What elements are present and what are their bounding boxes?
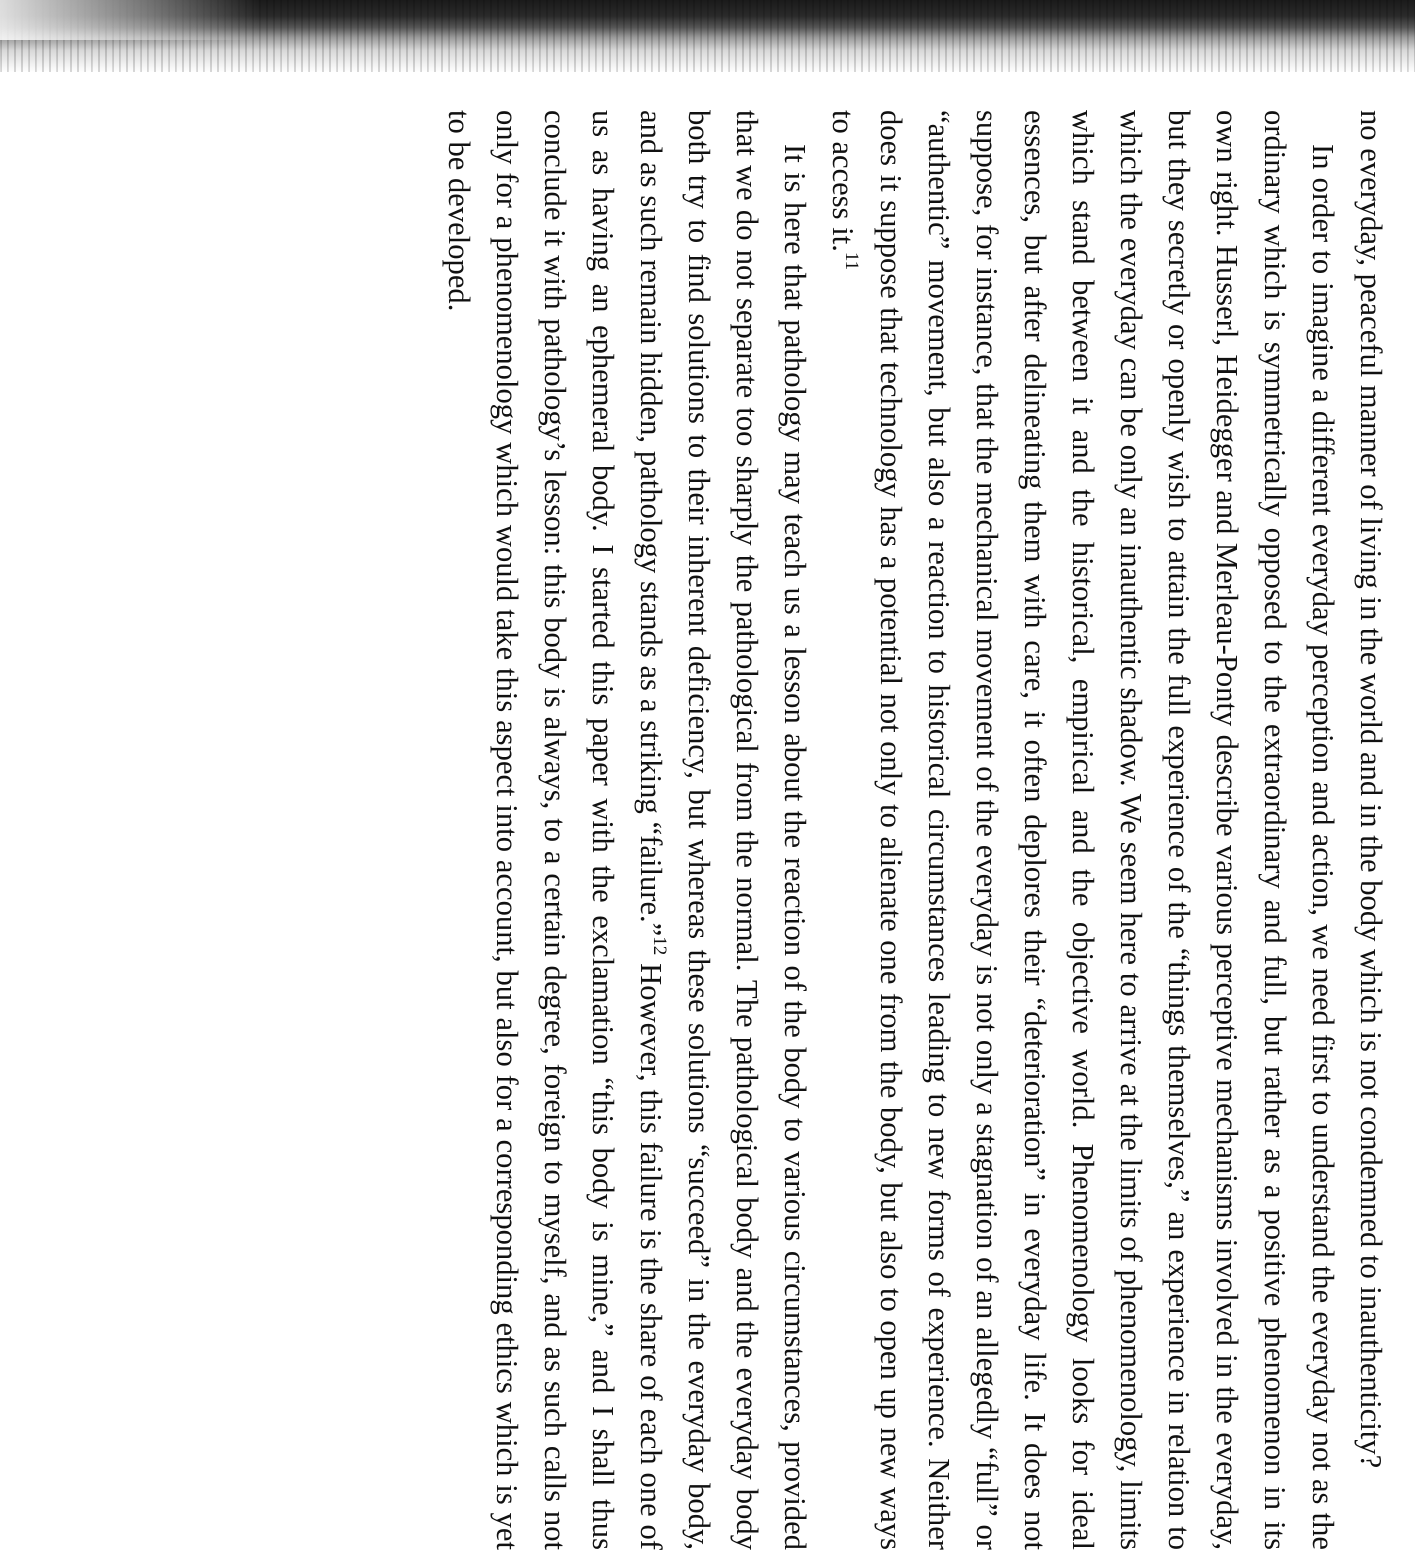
paragraph-text: However, this failure is the share of each one of us as having an ephemeral body. I started this paper with the exclamation “this body is mine,” and I shall thus conclude it with pathology’s lesson: this body is always, to a certain degree, foreign to myself, and as such calls not only for a phenomenology which would take this aspect into account, but also for a corresponding ethics which is yet to be developed. [442, 110, 668, 1550]
paragraph-text: In order to imagine a different everyday perception and action, we need first to understand the everyday not as the ordinary which is symmetrically opposed to the extraordinary and full, but rather as a positive phenomenon in its own right. Husserl, Heidegger and Merleau-Ponty describe various perceptive mechanisms involved in the everyday, but they secretly or openly wish to attain the full experience of the “things themselves,” an experience in relation to which the everyday can be only an inauthentic shadow. We seem here to arrive at the limits of phenomenology, limits which stand between it and the historical, empirical and the objective world. Phenomenology looks for ideal essences, but after delineating them with care, it often deplores their “deterioration” in everyday life. It does not suppose, for instance, that the mechanical movement of the everyday is not only a stagnation of an allegedly “full” or “authentic” movement, but also a reaction to historical circumstances leading to new forms of experience. Neither does it suppose that technology has a potential not only to alienate one from the body, but also to open up new ways to access it. [826, 110, 1340, 1550]
paragraph-1 [1347, 110, 1395, 1550]
body-text [435, 110, 1395, 1550]
rotated-page [0, 110, 1395, 1560]
footnote-marker-11: 11 [841, 251, 862, 271]
paragraph-text: It is here that pathology may teach us a lesson about the reaction of the body to various circumstances, provided that we do not separate too sharply the pathological from the normal. The pathological body and the everyday body both try to find solutions to their inherent deficiency, but whereas these solutions “succeed” in the everyday body, and as such remain hidden, pathology stands as a striking “failure.” [634, 110, 812, 1550]
paragraph-2 [819, 110, 1347, 1550]
footnote-marker-12: 12 [649, 936, 670, 956]
paragraph-3 [435, 110, 819, 1550]
scan-corner-highlight [0, 0, 260, 40]
paragraph-text: no everyday, peaceful manner of living in the world and in the body which is not condemned to inauthenticity? [1354, 110, 1388, 1469]
